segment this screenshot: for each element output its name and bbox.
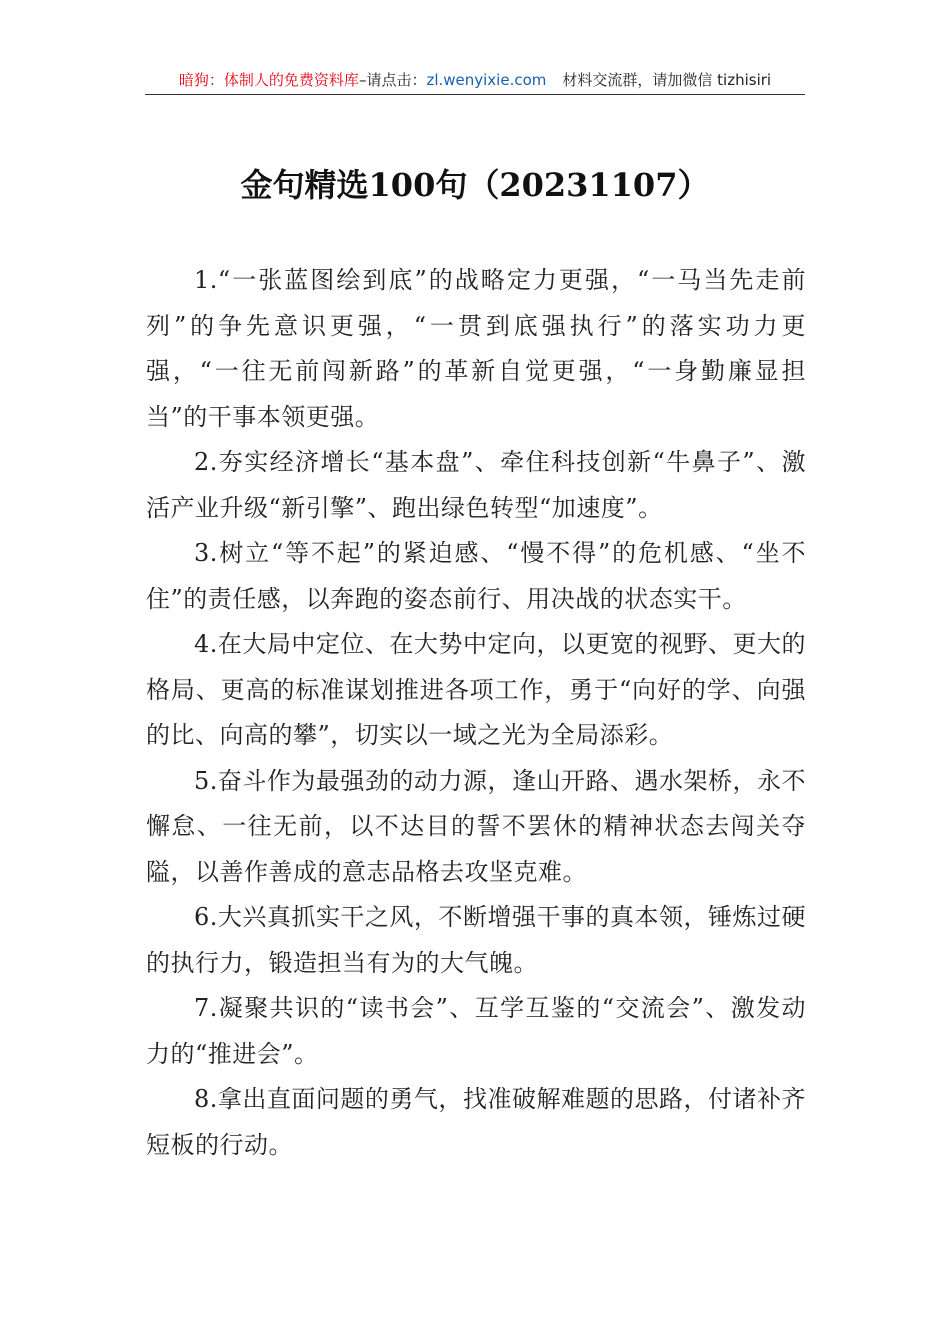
header-contact: 材料交流群，请加微信 tizhisiri	[562, 71, 772, 89]
quote-item-3: 3.树立“等不起”的紧迫感、“慢不得”的危机感、“坐不住”的责任感，以奔跑的姿态前行、用决战的状态实干。	[146, 539, 806, 613]
quote-item-6: 6.大兴真抓实干之风，不断增强干事的真本领，锤炼过硬的执行力，锻造担当有为的大气魄。	[146, 903, 806, 977]
quote-item-7: 7.凝聚共识的“读书会”、互学互鉴的“交流会”、激发动力的“推进会”。	[146, 994, 806, 1068]
quote-item-1: 1.“一张蓝图绘到底”的战略定力更强，“一马当先走前列”的争先意识更强，“一贯到底强执行”的落实功力更强，“一往无前闯新路”的革新自觉更强，“一身勤廉显担当”的干事本领更强。	[146, 266, 806, 431]
quote-item-2: 2.夯实经济增长“基本盘”、牵住科技创新“牛鼻子”、激活产业升级“新引擎”、跑出绿色转型“加速度”。	[146, 448, 806, 522]
header-link[interactable]: zl.wenyixie.com	[426, 71, 547, 89]
quote-item-4: 4.在大局中定位、在大势中定向，以更宽的视野、更大的格局、更高的标准谋划推进各项工作，勇于“向好的学、向强的比、向高的攀”，切实以一域之光为全局添彩。	[146, 630, 806, 749]
document-title: 金句精选100句（20231107）	[240, 166, 710, 204]
header-prompt: –请点击：	[358, 71, 427, 89]
quote-item-8: 8.拿出直面问题的勇气，找准破解难题的思路，付诸补齐短板的行动。	[146, 1085, 806, 1159]
page-header	[145, 68, 805, 95]
header-brand: 暗狗：体制人的免费资料库	[178, 71, 359, 89]
quote-item-5: 5.奋斗作为最强劲的动力源，逢山开路、遇水架桥，永不懈怠、一往无前，以不达目的誓不罢休的精神状态去闯关夺隘，以善作善成的意志品格去攻坚克难。	[146, 766, 806, 886]
document-body	[146, 258, 806, 1168]
